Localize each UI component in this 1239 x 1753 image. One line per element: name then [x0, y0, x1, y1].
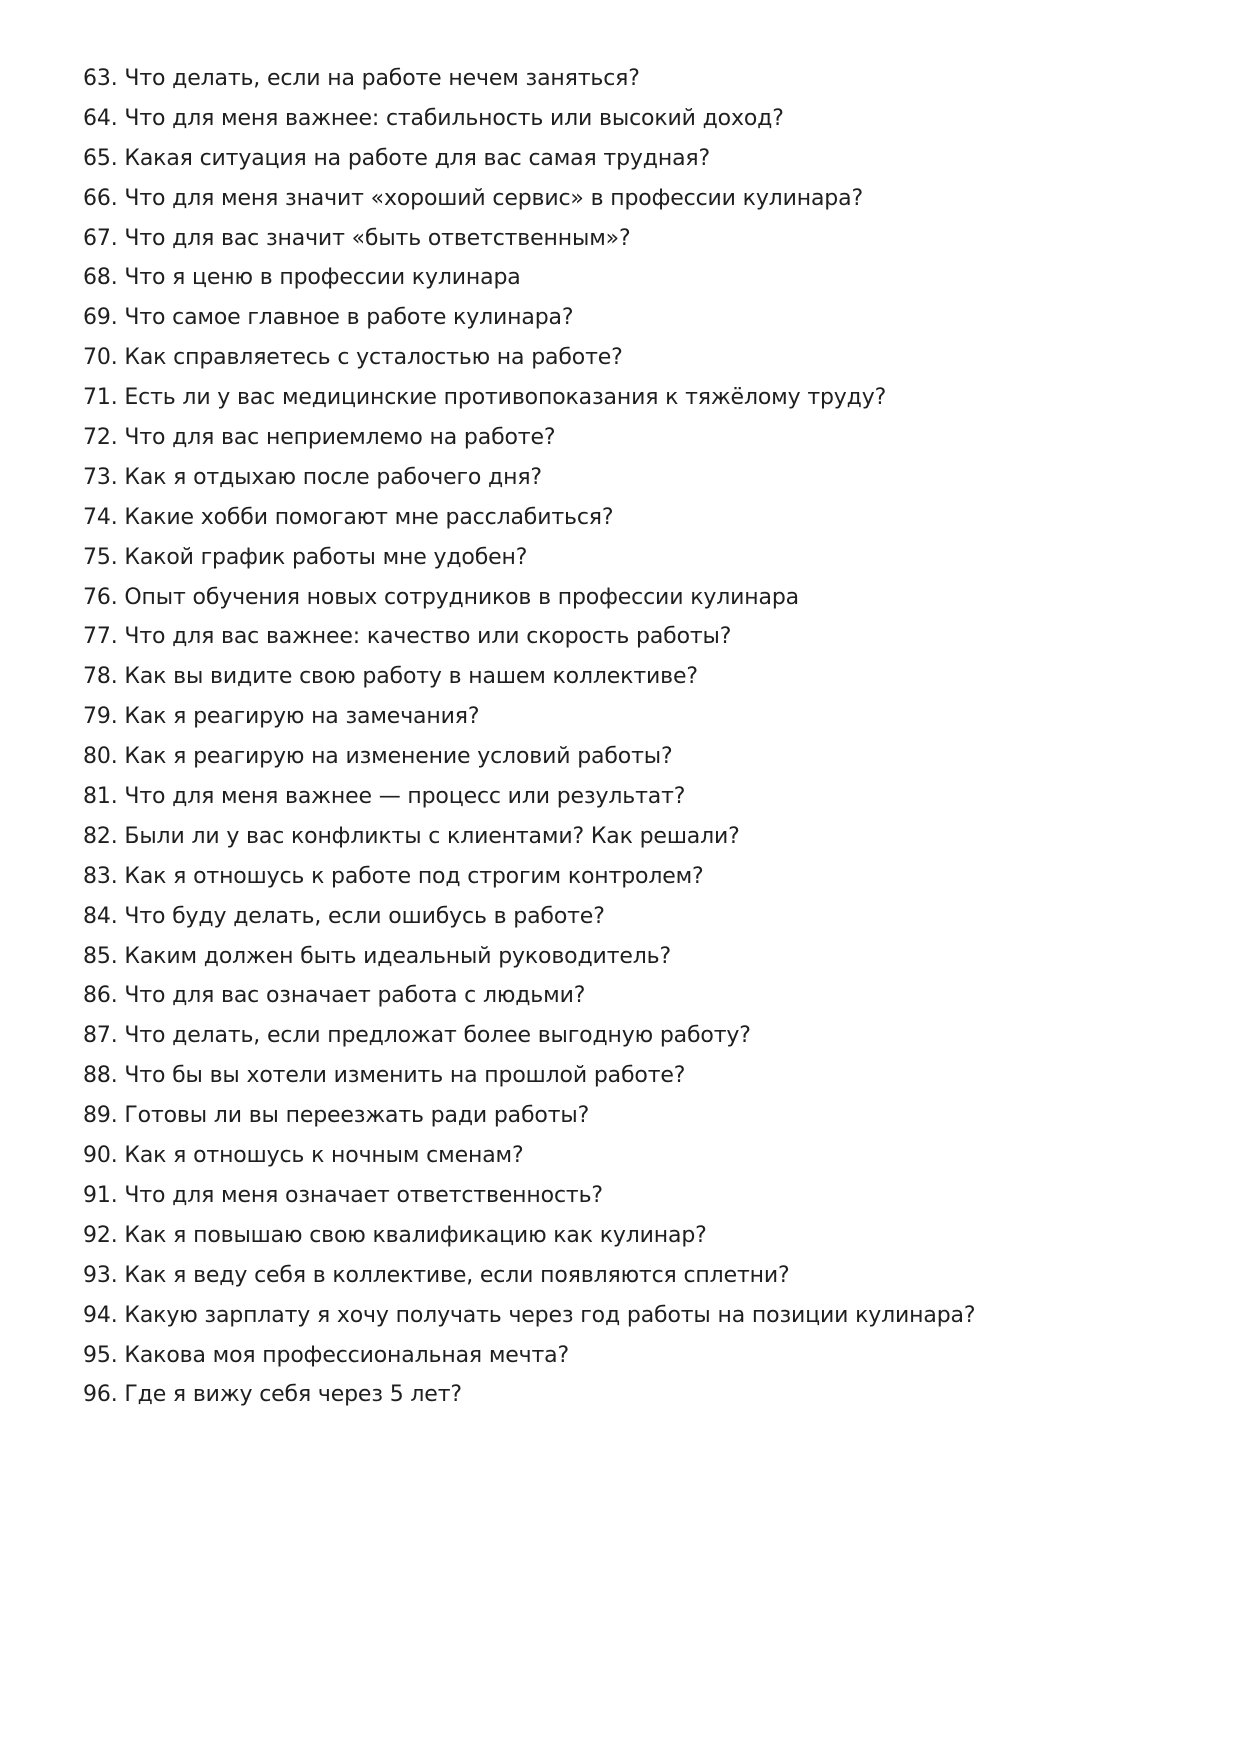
question-item: 73. Как я отдыхаю после рабочего дня? [83, 464, 542, 490]
question-item: 72. Что для вас неприемлемо на работе? [83, 425, 556, 451]
question-item: 71. Есть ли у вас медицинские противопоказания к тяжёлому труду? [83, 385, 887, 411]
question-item: 69. Что самое главное в работе кулинара? [83, 305, 574, 331]
question-item: 93. Как я веду себя в коллективе, если появляются сплетни? [83, 1262, 790, 1288]
question-item: 89. Готовы ли вы переезжать ради работы? [83, 1103, 590, 1129]
question-item: 94. Какую зарплату я хочу получать через год работы на позиции кулинара? [83, 1302, 976, 1328]
question-item: 66. Что для меня значит «хороший сервис» в профессии кулинара? [83, 185, 863, 211]
question-item: 80. Как я реагирую на изменение условий работы? [83, 744, 673, 770]
question-item: 74. Какие хобби помогают мне расслабиться? [83, 504, 614, 530]
question-item: 88. Что бы вы хотели изменить на прошлой работе? [83, 1063, 686, 1089]
question-item: 78. Как вы видите свою работу в нашем коллективе? [83, 664, 698, 690]
question-item: 86. Что для вас означает работа с людьми? [83, 983, 586, 1009]
question-item: 65. Какая ситуация на работе для вас самая трудная? [83, 145, 711, 171]
question-item: 68. Что я ценю в профессии кулинара [83, 265, 521, 291]
question-item: 67. Что для вас значит «быть ответственным»? [83, 225, 631, 251]
question-item: 64. Что для меня важнее: стабильность или высокий доход? [83, 105, 784, 131]
question-item: 63. Что делать, если на работе нечем заняться? [83, 66, 640, 91]
question-list [83, 59, 1183, 1415]
question-item: 92. Как я повышаю свою квалификацию как кулинар? [83, 1222, 707, 1248]
question-item: 79. Как я реагирую на замечания? [83, 704, 480, 730]
question-item: 87. Что делать, если предложат более выгодную работу? [83, 1023, 751, 1049]
question-item: 82. Были ли у вас конфликты с клиентами? Как решали? [83, 823, 740, 849]
question-item: 96. Где я вижу себя через 5 лет? [83, 1382, 462, 1408]
question-item: 75. Какой график работы мне удобен? [83, 544, 528, 570]
question-item: 90. Как я отношусь к ночным сменам? [83, 1143, 524, 1169]
question-item: 76. Опыт обучения новых сотрудников в профессии кулинара [83, 584, 799, 610]
question-item: 70. Как справляетесь с усталостью на работе? [83, 345, 623, 371]
question-item: 81. Что для меня важнее — процесс или результат? [83, 784, 686, 810]
question-item: 84. Что буду делать, если ошибусь в работе? [83, 903, 605, 929]
question-item: 83. Как я отношусь к работе под строгим контролем? [83, 863, 704, 889]
question-item: 85. Каким должен быть идеальный руководитель? [83, 943, 672, 969]
question-item: 91. Что для меня означает ответственность? [83, 1182, 603, 1208]
question-item: 77. Что для вас важнее: качество или скорость работы? [83, 624, 732, 650]
question-item: 95. Какова моя профессиональная мечта? [83, 1342, 570, 1368]
